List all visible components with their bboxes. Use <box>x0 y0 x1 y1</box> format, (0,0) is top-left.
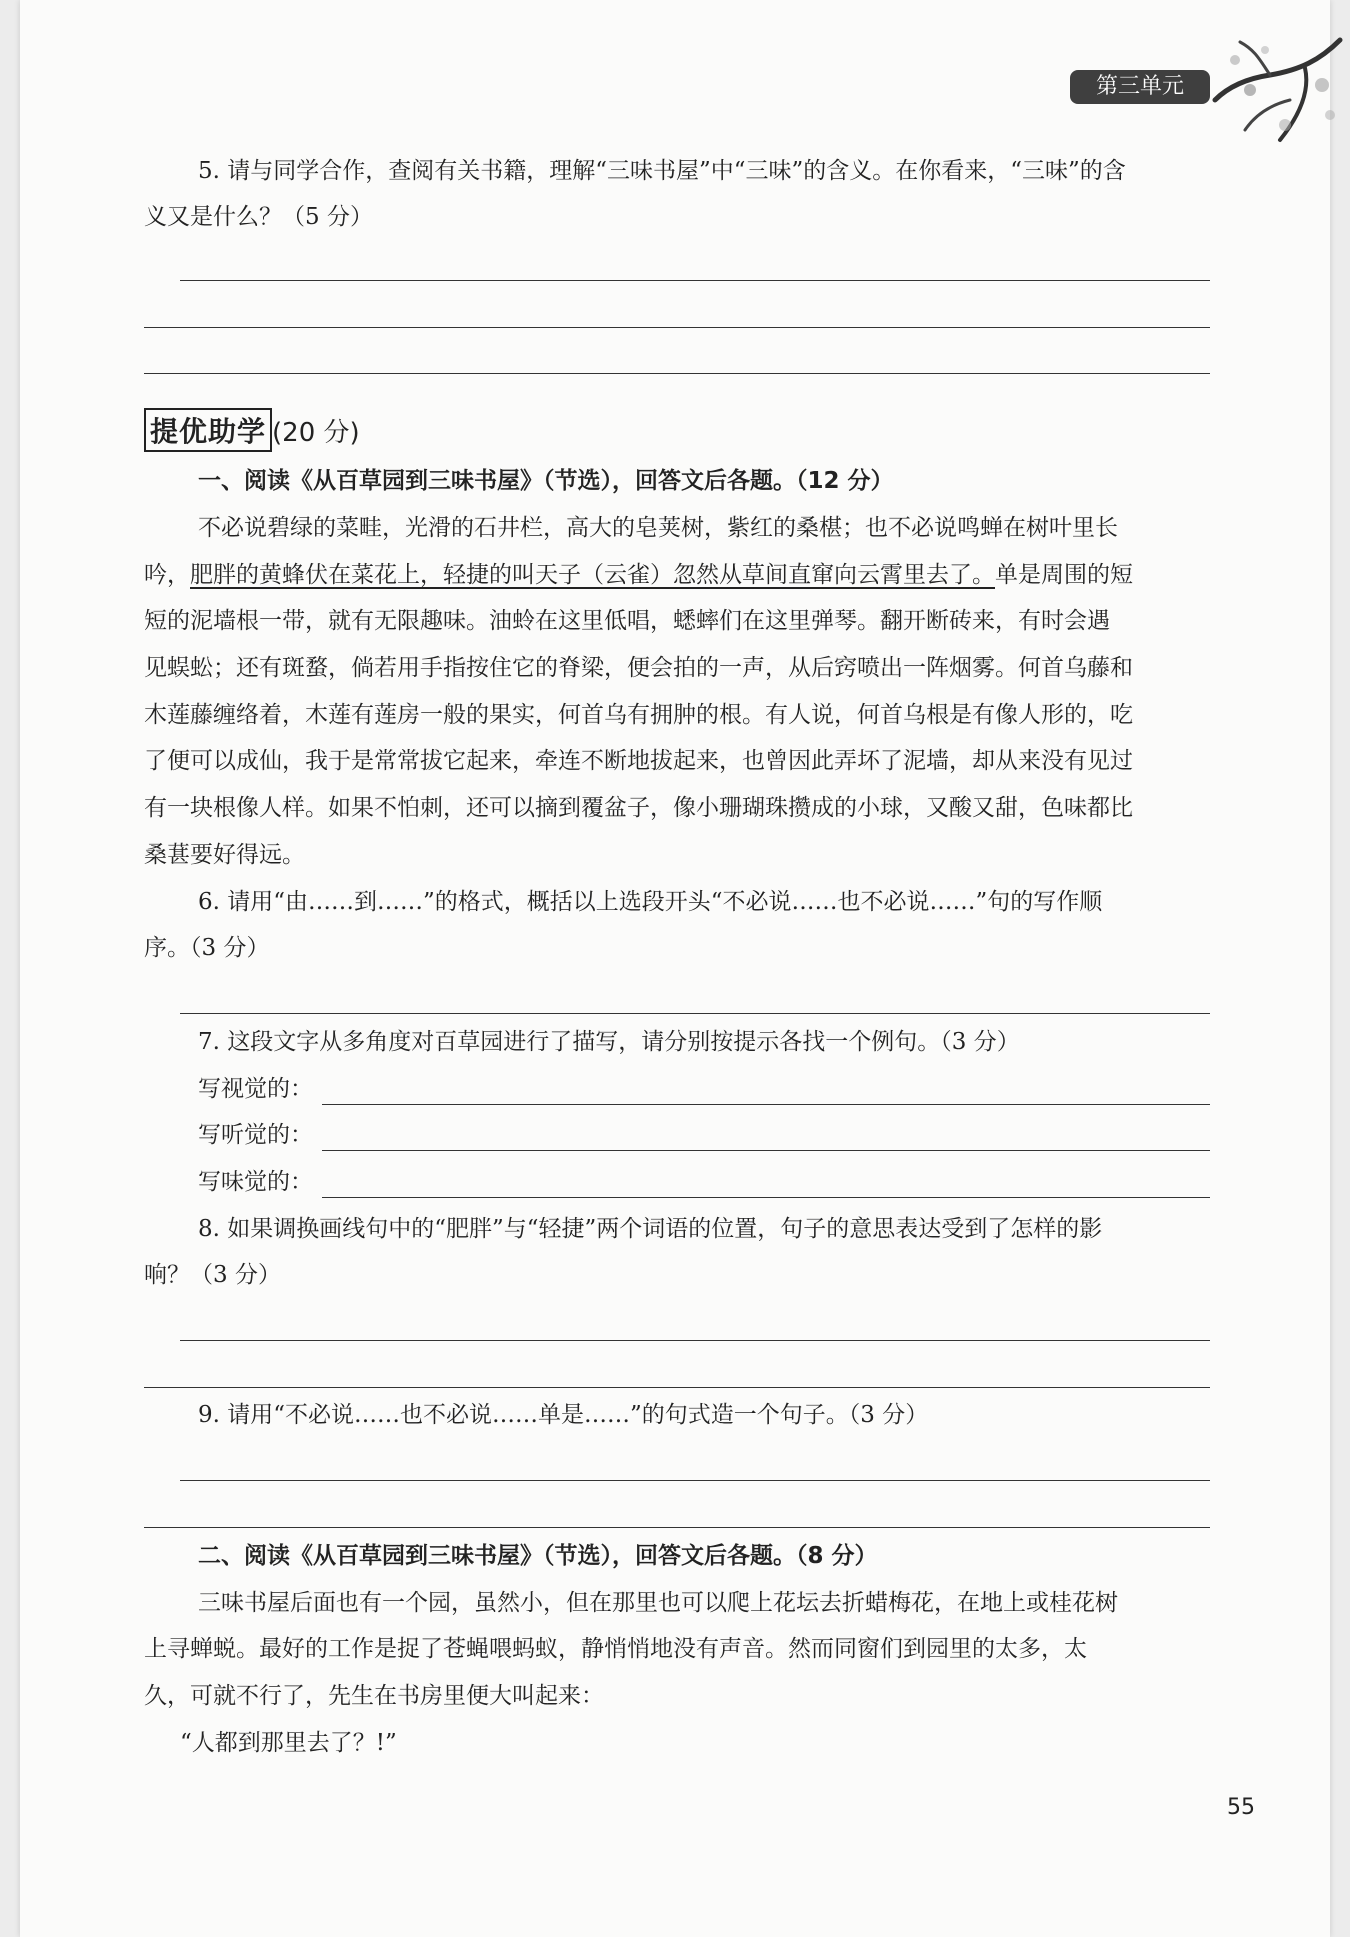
q5-answer-line[interactable] <box>144 373 1210 374</box>
q9-answer-line[interactable] <box>180 1480 1210 1481</box>
part1-passage-line: 短的泥墙根一带，就有无限趣味。油蛉在这里低唱，蟋蟀们在这里弹琴。翻开断砖来，有时会遇 <box>144 608 1110 634</box>
q7-auditory-answer-line[interactable] <box>322 1150 1210 1151</box>
part1-heading: 一、阅读《从百草园到三味书屋》（节选），回答文后各题。（12 分） <box>198 468 894 494</box>
part1-passage-line: 不必说碧绿的菜畦，光滑的石井栏，高大的皂荚树，紫红的桑椹；也不必说鸣蝉在树叶里长 <box>198 515 1118 541</box>
unit-badge: 第三单元 <box>1070 70 1210 104</box>
section-title: 提优助学 <box>144 408 272 452</box>
underlined-sentence: 肥胖的黄蜂伏在菜花上，轻捷的叫天子（云雀）忽然从草间直窜向云霄里去了。 <box>190 562 995 588</box>
page <box>20 0 1330 1937</box>
q8-answer-line[interactable] <box>180 1340 1210 1341</box>
q9-line1: 9. 请用“不必说……也不必说……单是……”的句式造一个句子。（3 分） <box>198 1402 929 1428</box>
q8-line2: 响？（3 分） <box>144 1262 281 1288</box>
q5-line1: 5. 请与同学合作，查阅有关书籍，理解“三味书屋”中“三味”的含义。在你看来，“三味”的含 <box>198 158 1126 184</box>
part1-passage-line: 桑葚要好得远。 <box>144 842 305 868</box>
q7-auditory-label: 写听觉的： <box>198 1122 313 1148</box>
part1-passage-line: 了便可以成仙，我于是常常拔它起来，牵连不断地拔起来，也曾因此弄坏了泥墙，却从来没有见过 <box>144 748 1133 774</box>
part1-passage-line: 木莲藤缠络着，木莲有莲房一般的果实，何首乌有拥肿的根。有人说，何首乌根是有像人形的，吃 <box>144 702 1133 728</box>
q7-taste-label: 写味觉的： <box>198 1169 313 1195</box>
section-header <box>144 408 360 452</box>
q8-answer-line[interactable] <box>144 1387 1210 1388</box>
part2-passage-line: 上寻蝉蜕。最好的工作是捉了苍蝇喂蚂蚁，静悄悄地没有声音。然而同窗们到园里的太多，太 <box>144 1636 1087 1662</box>
q7-visual-label: 写视觉的： <box>198 1076 313 1102</box>
part2-passage-line: 久，可就不行了，先生在书房里便大叫起来： <box>144 1683 604 1709</box>
q5-answer-line[interactable] <box>180 280 1210 281</box>
plum-branch-illustration <box>1210 30 1350 150</box>
section-score: (20 分) <box>272 418 360 448</box>
q5-answer-line[interactable] <box>144 327 1210 328</box>
part2-passage-line: 三味书屋后面也有一个园，虽然小，但在那里也可以爬上花坛去折蜡梅花，在地上或桂花树 <box>198 1590 1118 1616</box>
q5-line2: 义又是什么？（5 分） <box>144 204 373 230</box>
q9-answer-line[interactable] <box>144 1527 1210 1528</box>
part1-passage-line: 吟，肥胖的黄蜂伏在菜花上，轻捷的叫天子（云雀）忽然从草间直窜向云霄里去了。单是周围的短 <box>144 562 1133 588</box>
part2-passage-line: “人都到那里去了？!” <box>180 1730 397 1756</box>
q6-line1: 6. 请用“由……到……”的格式，概括以上选段开头“不必说……也不必说……”句的写作顺 <box>198 889 1103 915</box>
q6-answer-line[interactable] <box>180 1013 1210 1014</box>
part2-heading: 二、阅读《从百草园到三味书屋》（节选），回答文后各题。（8 分） <box>198 1543 878 1569</box>
part1-passage-line: 见蜈蚣；还有斑蝥，倘若用手指按住它的脊梁，便会拍的一声，从后窍喷出一阵烟雾。何首乌藤和 <box>144 655 1133 681</box>
q7-visual-answer-line[interactable] <box>322 1104 1210 1105</box>
q6-line2: 序。（3 分） <box>144 935 270 961</box>
q7-taste-answer-line[interactable] <box>322 1197 1210 1198</box>
page-number: 55 <box>1227 1795 1255 1820</box>
part1-passage-line: 有一块根像人样。如果不怕刺，还可以摘到覆盆子，像小珊瑚珠攒成的小球，又酸又甜，色味都比 <box>144 795 1133 821</box>
q8-line1: 8. 如果调换画线句中的“肥胖”与“轻捷”两个词语的位置，句子的意思表达受到了怎样的影 <box>198 1216 1103 1242</box>
q7-line1: 7. 这段文字从多角度对百草园进行了描写，请分别按提示各找一个例句。（3 分） <box>198 1029 1020 1055</box>
